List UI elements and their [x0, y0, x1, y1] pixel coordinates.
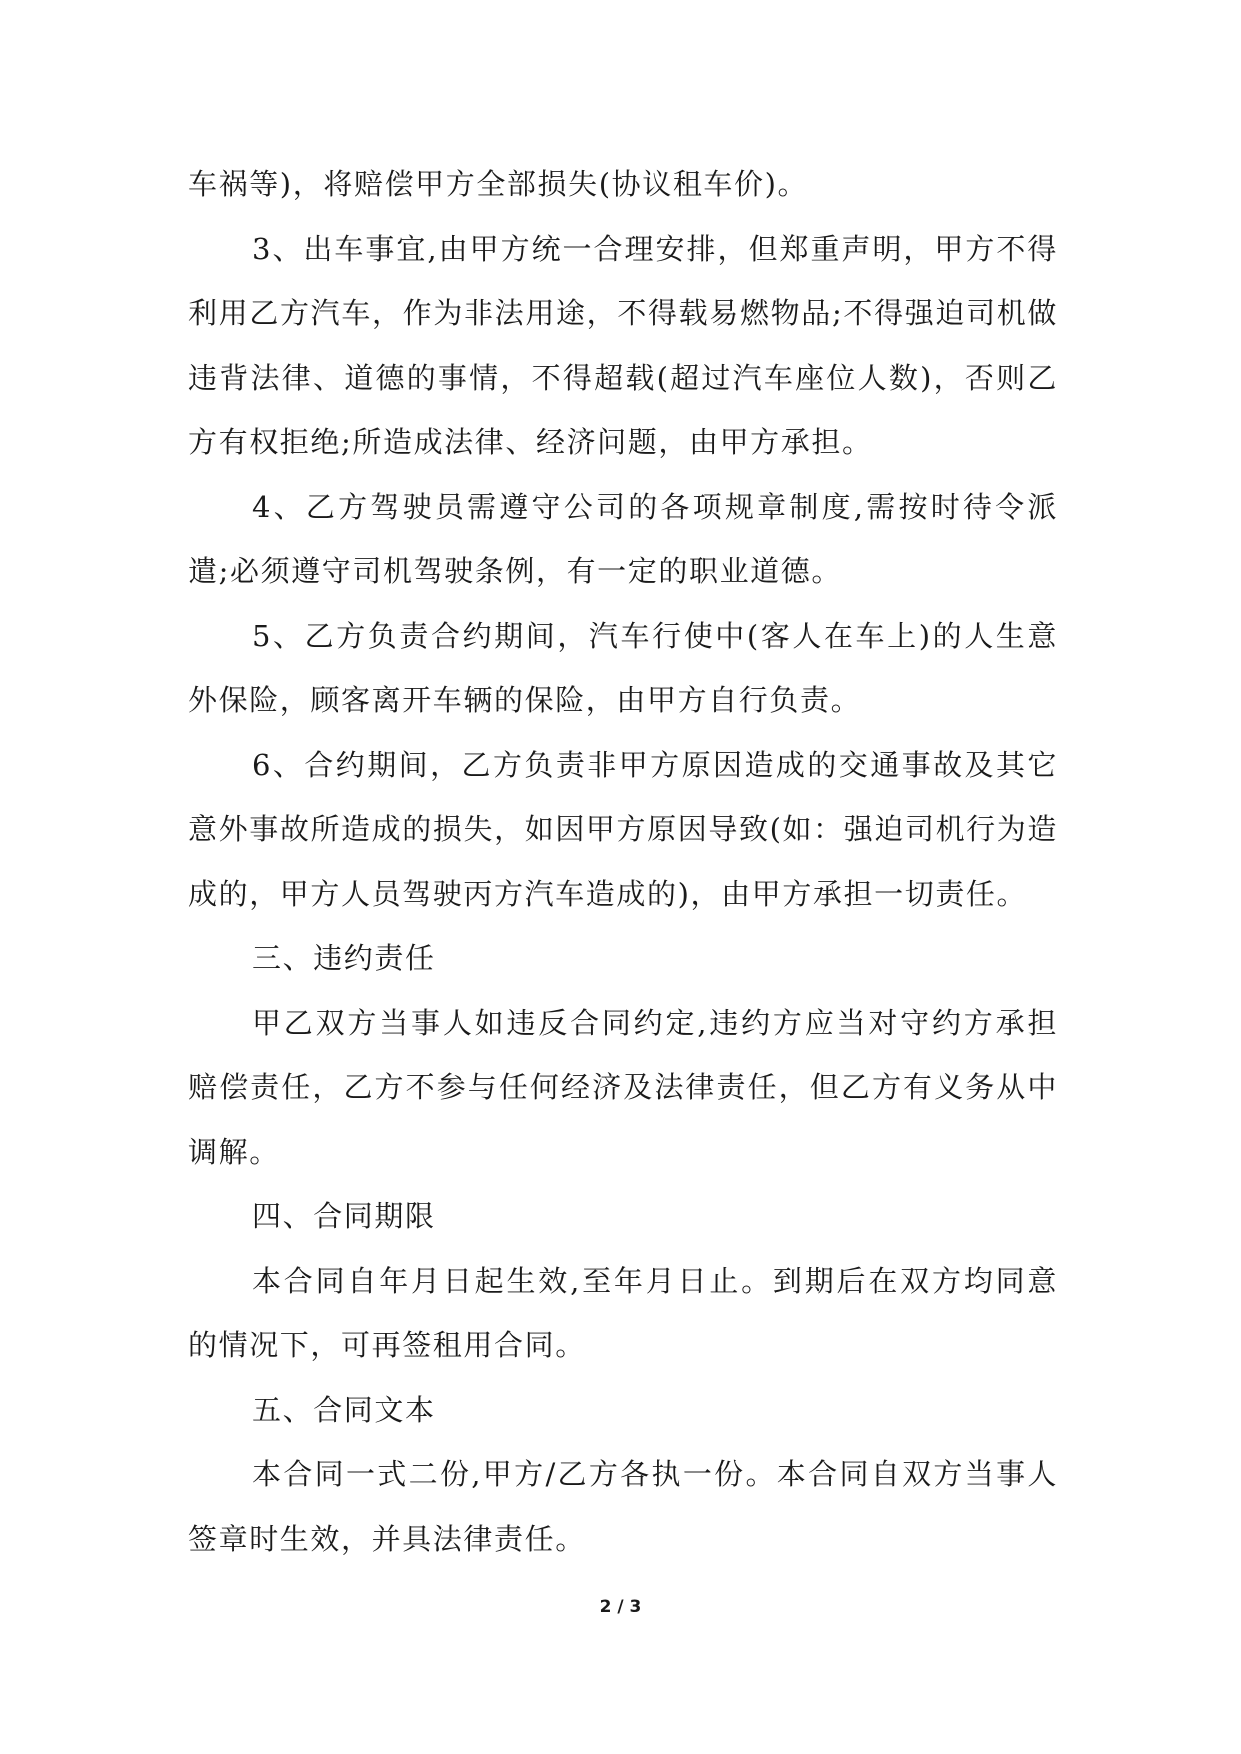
clause-4-paragraph: 4、乙方驾驶员需遵守公司的各项规章制度,需按时待令派遣;必须遵守司机驾驶条例，有一定的职业道德。 [188, 489, 1058, 588]
clause-5-paragraph: 5、乙方负责合约期间，汽车行使中(客人在车上)的人生意外保险，顾客离开车辆的保险，由甲方自行负责。 [188, 618, 1058, 717]
section-heading-text: 五、合同文本 [252, 1392, 436, 1427]
document-body [188, 152, 1058, 1571]
section-heading-liability: 三、违约责任 [252, 941, 436, 975]
term-paragraph: 本合同自年月日起生效,至年月日止。到期后在双方均同意的情况下，可再签租用合同。 [188, 1263, 1058, 1362]
section-heading-term: 四、合同期限 [252, 1199, 436, 1233]
paragraph-continuation: 车祸等)，将赔偿甲方全部损失(协议租车价)。 [188, 167, 809, 201]
liability-paragraph: 甲乙双方当事人如违反合同约定,违约方应当对守约方承担赔偿责任，乙方不参与任何经济及法律责任，但乙方有义务从中调解。 [188, 1005, 1058, 1169]
clause-6-paragraph: 6、合约期间，乙方负责非甲方原因造成的交通事故及其它意外事故所造成的损失，如因甲方原因导致(如：强迫司机行为造成的，甲方人员驾驶丙方汽车造成的)，由甲方承担一切责任。 [188, 747, 1058, 911]
page-number: 2 / 3 [599, 1597, 642, 1617]
text-paragraph: 本合同一式二份,甲方/乙方各执一份。本合同自双方当事人签章时生效，并具法律责任。 [188, 1457, 1058, 1556]
clause-3-paragraph: 3、出车事宜,由甲方统一合理安排，但郑重声明，甲方不得利用乙方汽车，作为非法用途，不得载易燃物品;不得强迫司机做违背法律、道德的事情，不得超载(超过汽车座位人数)，否则乙方有权拒绝;所造成法律、经济问题，由甲方承担。 [188, 231, 1058, 459]
